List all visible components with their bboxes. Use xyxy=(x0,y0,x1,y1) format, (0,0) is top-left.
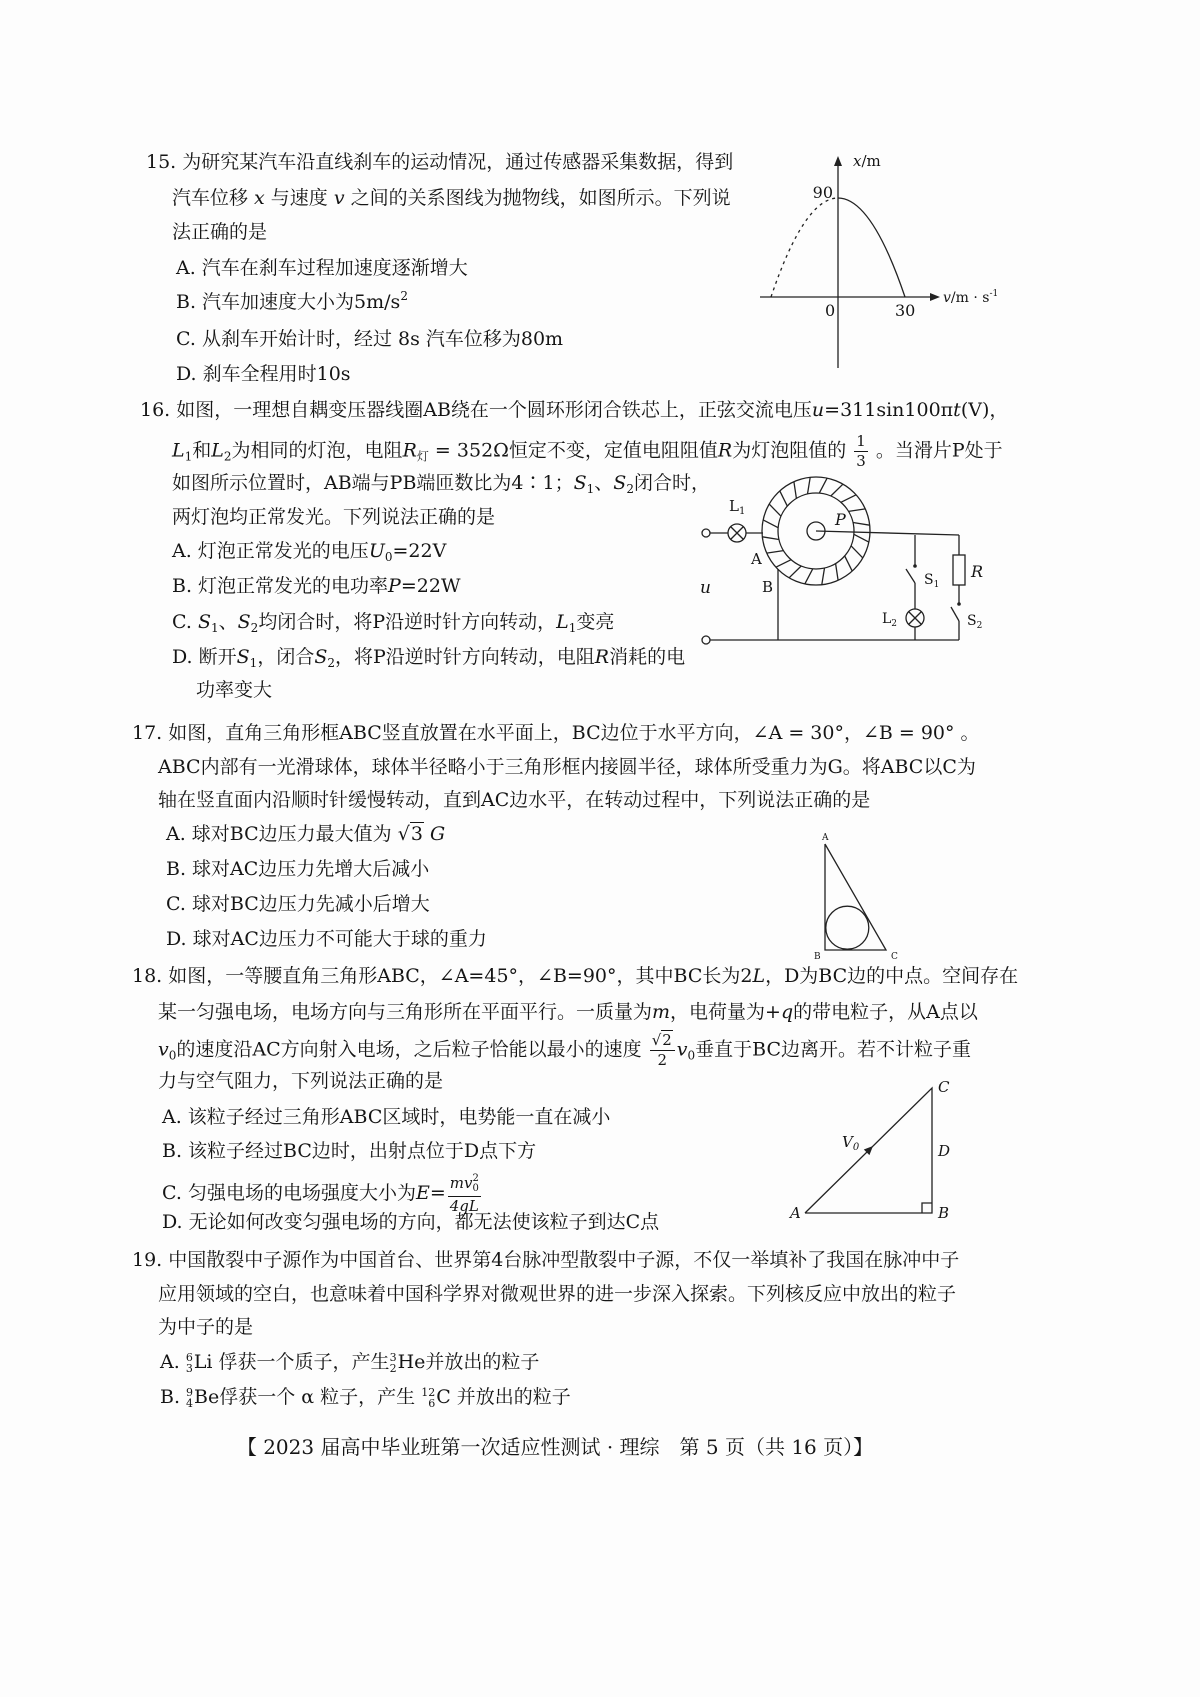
slider-p-label: P xyxy=(835,510,846,529)
switch-contact xyxy=(957,602,961,606)
q18-stem-line-2 xyxy=(158,999,978,1025)
q17-option-a xyxy=(166,821,445,847)
coil-winding xyxy=(853,523,870,526)
atomic-number: 2 xyxy=(389,1362,397,1375)
coil-winding xyxy=(819,478,827,493)
coil-winding xyxy=(849,509,866,512)
stem-text: 为研究某汽车沿直线刹车的运动情况，通过传感器采集数据，得到 xyxy=(182,151,734,173)
x-axis-label: $v/m \cdot s^{-1}$ xyxy=(943,289,999,306)
option-text: 消耗的电 xyxy=(609,646,686,668)
coil-winding xyxy=(762,537,779,540)
x-tick-label: 30 xyxy=(895,301,916,320)
numerator xyxy=(448,1174,481,1196)
subscript: 2 xyxy=(250,621,259,635)
option-text: =22V xyxy=(392,540,447,562)
fraction-one-third xyxy=(854,434,868,469)
numerator xyxy=(650,1033,675,1050)
q15-option-c: C. 从刹车开始计时，经过 8s 汽车位移为80m xyxy=(176,328,564,350)
question-number: 15. xyxy=(146,151,177,173)
radicand: 2 xyxy=(662,1031,672,1049)
option-text: A. xyxy=(160,1351,186,1373)
q16-stem-line-2 xyxy=(172,434,1003,469)
coil-winding xyxy=(808,477,811,494)
symbol-s: S xyxy=(237,611,251,633)
subscript: 1 xyxy=(210,621,219,635)
q15-displacement-velocity-graph xyxy=(755,150,1005,372)
nuclide-indices xyxy=(186,1387,193,1409)
symbol-s: S xyxy=(573,472,587,494)
equals-sign: = xyxy=(429,1182,446,1204)
q19-option-b xyxy=(160,1384,571,1410)
stem-text: 与速度 xyxy=(264,187,334,209)
symbol-v: v xyxy=(158,1038,169,1061)
question-number: 17. xyxy=(132,722,163,744)
radicand: 3 xyxy=(410,823,423,845)
symbol-l: L xyxy=(172,439,185,462)
stem-text: 如图所示位置时，AB端与PB端匝数比为4∶1； xyxy=(172,472,574,494)
atomic-number: 4 xyxy=(186,1397,194,1410)
symbol-mv: mv xyxy=(449,1174,473,1192)
coil-winding xyxy=(831,484,843,496)
page-footer: 【 2023 届高中毕业班第一次适应性测试 · 理综 第 5 页（共 16 页）】 xyxy=(236,1435,874,1459)
q18-right-triangle-figure xyxy=(780,1075,960,1225)
q16-stem-line-4: 两灯泡均正常发光。下列说法正确的是 xyxy=(172,506,496,528)
stem-text: 和 xyxy=(192,439,212,462)
switch-s2-label: $S_2$ xyxy=(967,613,983,631)
mass-number: 9 xyxy=(186,1386,194,1399)
symbol-s: S xyxy=(236,646,250,668)
stem-text: 汽车位移 xyxy=(172,187,255,209)
symbol-r: R xyxy=(594,646,610,668)
option-text: C. xyxy=(172,611,198,633)
q16-option-c xyxy=(172,609,614,635)
symbol-g: G xyxy=(429,823,446,845)
q18-option-b: B. 该粒子经过BC边时，出射点位于D点下方 xyxy=(162,1140,537,1162)
stem-text: 之间的关系图线为抛物线，如图所示。下列说 xyxy=(344,187,731,209)
ball xyxy=(826,906,869,949)
right-angle-mark xyxy=(922,1203,932,1213)
mass-number: 6 xyxy=(185,1351,193,1364)
q15-stem-line-2 xyxy=(172,185,731,211)
resistor-r-label: R xyxy=(971,562,984,581)
stem-text: 、 xyxy=(594,472,614,494)
coil-winding xyxy=(769,504,781,516)
subscript: 0 xyxy=(687,1048,696,1063)
midpoint-d-label: D xyxy=(938,1142,951,1160)
x-axis-arrow xyxy=(834,156,842,166)
option-text: 、 xyxy=(218,611,238,633)
q15-option-d: D. 刹车全程用时10s xyxy=(176,363,351,385)
q16-stem-line-3 xyxy=(172,470,710,496)
parabola-dashed-branch xyxy=(771,198,838,297)
superscript: 2 xyxy=(472,1173,479,1184)
y-axis-label: x/m xyxy=(853,152,881,170)
terminal-a-label: A xyxy=(751,550,762,568)
stem-text: 如图，直角三角形框ABC竖直放置在水平面上，BC边位于水平方向，∠A = 30°，∠B = 90° 。 xyxy=(168,722,980,744)
atomic-number: 3 xyxy=(185,1362,193,1375)
coil-winding xyxy=(763,520,778,528)
symbol-s: S xyxy=(613,472,627,494)
q16-transformer-circuit xyxy=(695,485,995,655)
variable-x: x xyxy=(254,187,265,209)
mass-number: 3 xyxy=(389,1351,397,1364)
q18-option-c xyxy=(162,1174,483,1214)
subscript: 2 xyxy=(223,449,232,464)
symbol-l: L xyxy=(556,611,569,633)
symbol-s: S xyxy=(197,611,211,633)
q16-option-d xyxy=(172,644,685,670)
symbol-m: m xyxy=(652,1001,671,1023)
q18-stem-line-4: 力与空气阻力，下列说法正确的是 xyxy=(158,1070,444,1092)
q15-stem-line-1 xyxy=(146,149,733,175)
stem-text: 垂直于BC边离开。若不计粒子重 xyxy=(695,1038,972,1061)
element-symbol: C xyxy=(436,1386,451,1408)
element-symbol: He xyxy=(397,1351,426,1373)
vertex-b-label: B xyxy=(814,952,821,962)
q19-option-a xyxy=(160,1349,539,1375)
terminal-bottom xyxy=(702,636,710,644)
symbol-u: U xyxy=(368,540,385,562)
fraction-root2-over-2 xyxy=(650,1033,675,1068)
coil-winding xyxy=(854,534,869,542)
q16-stem-line-1 xyxy=(140,397,1008,423)
stem-text: ，电荷量为+ xyxy=(670,1001,781,1023)
radical-sign: √ xyxy=(397,823,410,845)
symbol-q: q xyxy=(780,1001,794,1023)
y-tick-label: 90 xyxy=(812,183,833,202)
q17-option-d: D. 球对AC边压力不可能大于球的重力 xyxy=(166,928,487,950)
variable-u: u xyxy=(811,399,825,421)
symbol-s: S xyxy=(314,646,328,668)
q16-option-a xyxy=(172,538,446,564)
q18-option-a: A. 该粒子经过三角形ABC区域时，电势能一直在减小 xyxy=(162,1106,611,1128)
subscript: 2 xyxy=(327,656,335,670)
origin-label: 0 xyxy=(825,301,836,320)
resistor-r xyxy=(953,555,965,585)
q19-stem-line-1 xyxy=(132,1247,959,1273)
vertex-a-label: A xyxy=(790,1204,801,1222)
q16-option-d-continued: 功率变大 xyxy=(196,679,273,701)
lamp-l2-label: $L_2$ xyxy=(882,611,898,629)
option-text: C. 匀强电场的电场强度大小为 xyxy=(162,1182,416,1204)
option-text: 俘获一个 α 粒子，产生 xyxy=(219,1386,422,1408)
stem-text: ，D为BC边的中点。空间存在 xyxy=(765,965,1019,987)
option-text: D. 断开 xyxy=(172,646,237,668)
nuclide-indices xyxy=(186,1352,193,1374)
coil-winding xyxy=(776,560,791,568)
coil-winding xyxy=(841,495,856,503)
option-text: B. xyxy=(160,1386,187,1408)
option-text: 并放出的粒子 xyxy=(450,1386,571,1408)
q17-stem-line-2: ABC内部有一光滑球体，球体半径略小于三角形框内接圆半径，球体所受重力为G。将ABC以C为 xyxy=(158,756,976,778)
q17-option-b: B. 球对AC边压力先增大后减小 xyxy=(166,858,430,880)
subscript: 0 xyxy=(168,1048,177,1063)
stem-text: 某一匀强电场，电场方向与三角形所在平面平行。一质量为 xyxy=(158,1001,653,1023)
q15-option-a: A. 汽车在刹车过程加速度逐渐增大 xyxy=(176,257,468,279)
q18-stem-line-1 xyxy=(132,963,1018,989)
denominator: 2 xyxy=(650,1050,675,1068)
option-text: B. 灯泡正常发光的电功率 xyxy=(172,575,389,597)
question-number: 19. xyxy=(132,1249,163,1271)
nuclide-indices xyxy=(390,1352,397,1374)
subscript: 1 xyxy=(568,621,577,635)
coil-winding xyxy=(851,546,863,558)
option-text: ，闭合 xyxy=(257,646,315,668)
stem-text: 如图，一理想自耦变压器线圈AB绕在一个圆环形闭合铁芯上，正弦交流电压 xyxy=(176,399,812,421)
q17-stem-line-1 xyxy=(132,720,980,746)
subscript: 1 xyxy=(184,449,193,464)
coil-winding xyxy=(780,491,788,506)
vertex-c-label: C xyxy=(938,1078,950,1096)
q18-stem-line-3 xyxy=(158,1033,971,1068)
q19-stem-line-2: 应用领域的空白，也意味着中国科学界对微观世界的进一步深入探索。下列核反应中放出的粒子 xyxy=(158,1283,957,1305)
stem-text: 为相同的灯泡，电阻 xyxy=(231,439,403,462)
element-symbol: Li xyxy=(193,1351,213,1373)
stem-text: = 352Ω恒定不变，定值电阻阻值 xyxy=(428,439,718,462)
subscript: 1 xyxy=(249,656,258,670)
parabola-solid-branch xyxy=(838,198,905,297)
vertex-b-label: B xyxy=(938,1204,950,1222)
stem-text: 的速度沿AC方向射入电场，之后粒子恰能以最小的速度 xyxy=(176,1038,648,1061)
option-text: ，将P沿逆时针方向转动，电阻 xyxy=(335,646,595,668)
variable-t: t xyxy=(953,399,961,421)
symbol-p: P xyxy=(388,575,401,597)
q19-stem-line-3: 为中子的是 xyxy=(158,1316,254,1338)
atomic-number: 6 xyxy=(428,1397,436,1410)
stem-text: 闭合时， xyxy=(633,472,710,494)
denominator: 3 xyxy=(856,452,866,470)
subscript: 0 xyxy=(384,550,393,564)
radical-sign: √ xyxy=(651,1031,662,1049)
terminal-b-label: B xyxy=(762,578,774,596)
exponent: 2 xyxy=(400,289,408,303)
stem-text: 中国散裂中子源作为中国首台、世界第4台脉冲型散裂中子源，不仅一举填补了我国在脉冲中子 xyxy=(168,1249,960,1271)
subscript: 2 xyxy=(626,482,634,496)
symbol-r: R xyxy=(717,439,733,462)
option-text: =22W xyxy=(400,575,461,597)
denominator: 4qL xyxy=(449,1197,479,1215)
variable-v: v xyxy=(333,187,345,209)
field-strength-fraction xyxy=(448,1174,481,1214)
slider-p-wire xyxy=(816,531,959,535)
symbol-r: R xyxy=(402,439,417,462)
switch-s2 xyxy=(951,607,959,621)
coil-winding xyxy=(767,551,784,554)
stem-text: 的带电粒子，从A点以 xyxy=(793,1001,978,1023)
coil-winding xyxy=(805,569,813,584)
source-voltage-label: u xyxy=(700,578,711,598)
option-text: 均闭合时，将P沿逆时针方向转动， xyxy=(258,611,557,633)
q15-stem-line-3: 法正确的是 xyxy=(172,221,268,243)
subscript: 1 xyxy=(586,482,595,496)
coil-winding xyxy=(789,566,801,578)
vertex-a-label: A xyxy=(822,833,829,843)
subscript: 0 xyxy=(472,1183,479,1194)
question-number: 18. xyxy=(132,965,163,987)
symbol-v: v xyxy=(676,1038,688,1061)
sub-superscript xyxy=(472,1174,478,1194)
triangle-abc xyxy=(825,844,886,950)
subscript: 灯 xyxy=(416,449,429,464)
stem-text: =311sin100π xyxy=(824,399,954,421)
symbol-l: L xyxy=(752,965,766,987)
velocity-label: $V_0$ xyxy=(842,1133,860,1153)
coil-winding xyxy=(794,482,797,499)
stem-text: (V)， xyxy=(960,399,1009,421)
lamp-l1-label: $L_1$ xyxy=(729,497,746,517)
numerator: 1 xyxy=(856,432,866,450)
symbol-l: L xyxy=(211,439,224,462)
q18-option-d: D. 无论如何改变匀强电场的方向，都无法使该粒子到达C点 xyxy=(162,1211,660,1233)
stem-text: 。当滑片P处于 xyxy=(869,439,1003,462)
vertex-c-label: C xyxy=(891,952,898,962)
switch-s1-label: $S_1$ xyxy=(924,572,940,590)
option-text: 俘获一个质子，产生 xyxy=(212,1351,390,1373)
option-text: 并放出的粒子 xyxy=(425,1351,540,1373)
option-text: A. 球对BC边压力最大值为 xyxy=(166,823,398,845)
switch-s1 xyxy=(906,569,915,583)
symbol-e: E xyxy=(415,1182,430,1204)
q17-triangle-frame-figure xyxy=(808,832,908,964)
q17-option-c: C. 球对BC边压力先减小后增大 xyxy=(166,893,430,915)
option-text: A. 灯泡正常发光的电压 xyxy=(172,540,369,562)
question-number: 16. xyxy=(140,399,171,421)
q17-stem-line-3: 轴在竖直面内沿顺时针缓慢转动，直到AC边水平，在转动过程中，下列说法正确的是 xyxy=(158,789,871,811)
element-symbol: Be xyxy=(194,1386,220,1408)
stem-text: 为灯泡阻值的 xyxy=(732,439,853,462)
coil-winding xyxy=(845,556,853,571)
q16-option-b xyxy=(172,573,460,599)
terminal-top xyxy=(702,529,710,537)
stem-text: 如图，一等腰直角三角形ABC，∠A=45°，∠B=90°，其中BC长为2 xyxy=(168,965,753,987)
coil-winding xyxy=(836,564,839,581)
option-text: B. 汽车加速度大小为5m/s xyxy=(176,291,401,313)
switch-contact xyxy=(913,564,917,568)
mass-number: 12 xyxy=(421,1386,436,1399)
q15-option-b xyxy=(176,289,408,315)
option-text: 变亮 xyxy=(576,611,615,633)
nuclide-indices xyxy=(421,1387,435,1409)
v-axis-arrow xyxy=(930,293,940,301)
coil-winding xyxy=(822,568,825,585)
